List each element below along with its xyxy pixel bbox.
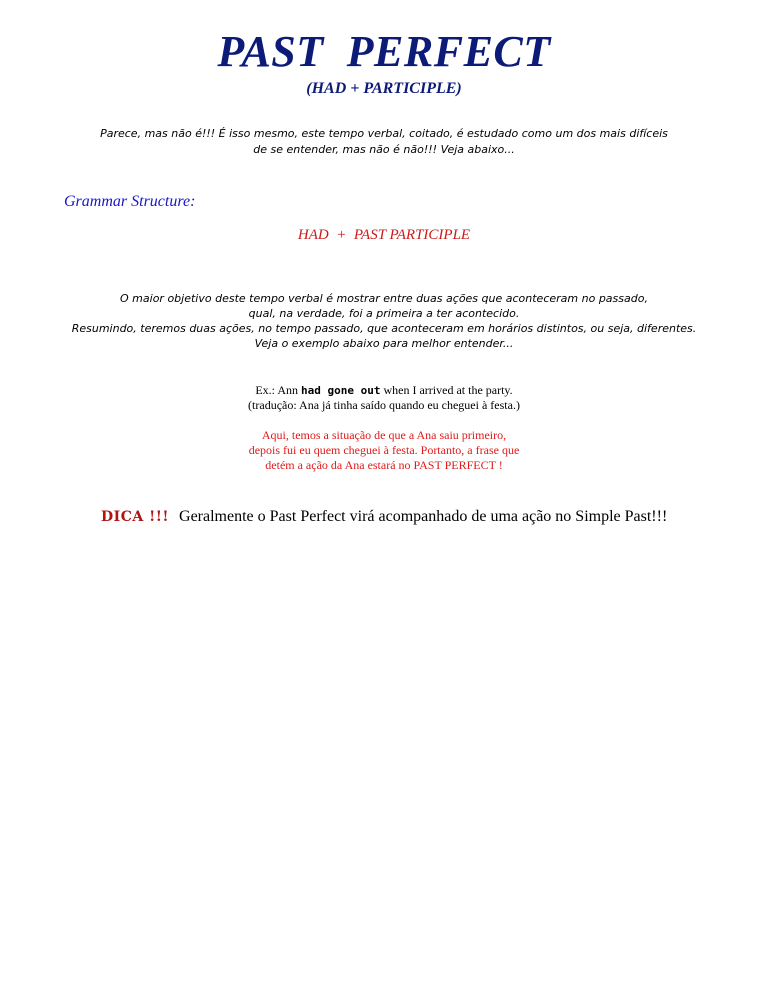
explanation-line-1: O maior objetivo deste tempo verbal é mostrar entre duas ações que aconteceram no passado, — [120, 292, 648, 305]
example-suffix: when I arrived at the party. — [380, 383, 513, 397]
tip-text: Geralmente o Past Perfect virá acompanhado de uma ação no Simple Past!!! — [179, 508, 668, 525]
intro-line-2: de se entender, mas não é não!!! Veja abaixo... — [253, 143, 515, 156]
intro-paragraph — [0, 126, 768, 158]
example-prefix: Ex.: Ann — [255, 383, 301, 397]
intro-line-1: Parece, mas não é!!! É isso mesmo, este tempo verbal, coitado, é estudado como um dos mais difíceis — [100, 127, 668, 140]
explanation-line-2: qual, na verdade, foi a primeira a ter acontecido. — [248, 307, 520, 320]
explanation-line-3: Resumindo, teremos duas ações, no tempo passado, que aconteceram em horários distintos, ou seja, diferentes. — [71, 322, 697, 335]
example-highlight: had gone out — [301, 384, 381, 397]
grammar-formula: HAD + PAST PARTICIPLE — [297, 227, 471, 243]
example-block — [0, 383, 768, 413]
example-translation: (tradução: Ana já tinha saído quando eu cheguei à festa.) — [248, 398, 520, 412]
note-line-2: depois fui eu quem cheguei à festa. Portanto, a frase que — [248, 443, 520, 457]
grammar-structure-heading: Grammar Structure: — [64, 193, 196, 210]
example-sentence — [0, 383, 768, 398]
page-title: PAST PERFECT — [217, 27, 551, 76]
page-subtitle: (HAD + PARTICIPLE) — [306, 80, 462, 97]
tip-label: DICA !!! — [101, 509, 170, 525]
tip-block — [101, 508, 667, 526]
note-line-3: detém a ação da Ana estará no PAST PERFECT ! — [265, 458, 503, 472]
note-paragraph — [0, 428, 768, 473]
explanation-line-4: Veja o exemplo abaixo para melhor entender... — [254, 337, 514, 350]
note-line-1: Aqui, temos a situação de que a Ana saiu primeiro, — [261, 428, 507, 442]
explanation-paragraph — [0, 291, 768, 351]
